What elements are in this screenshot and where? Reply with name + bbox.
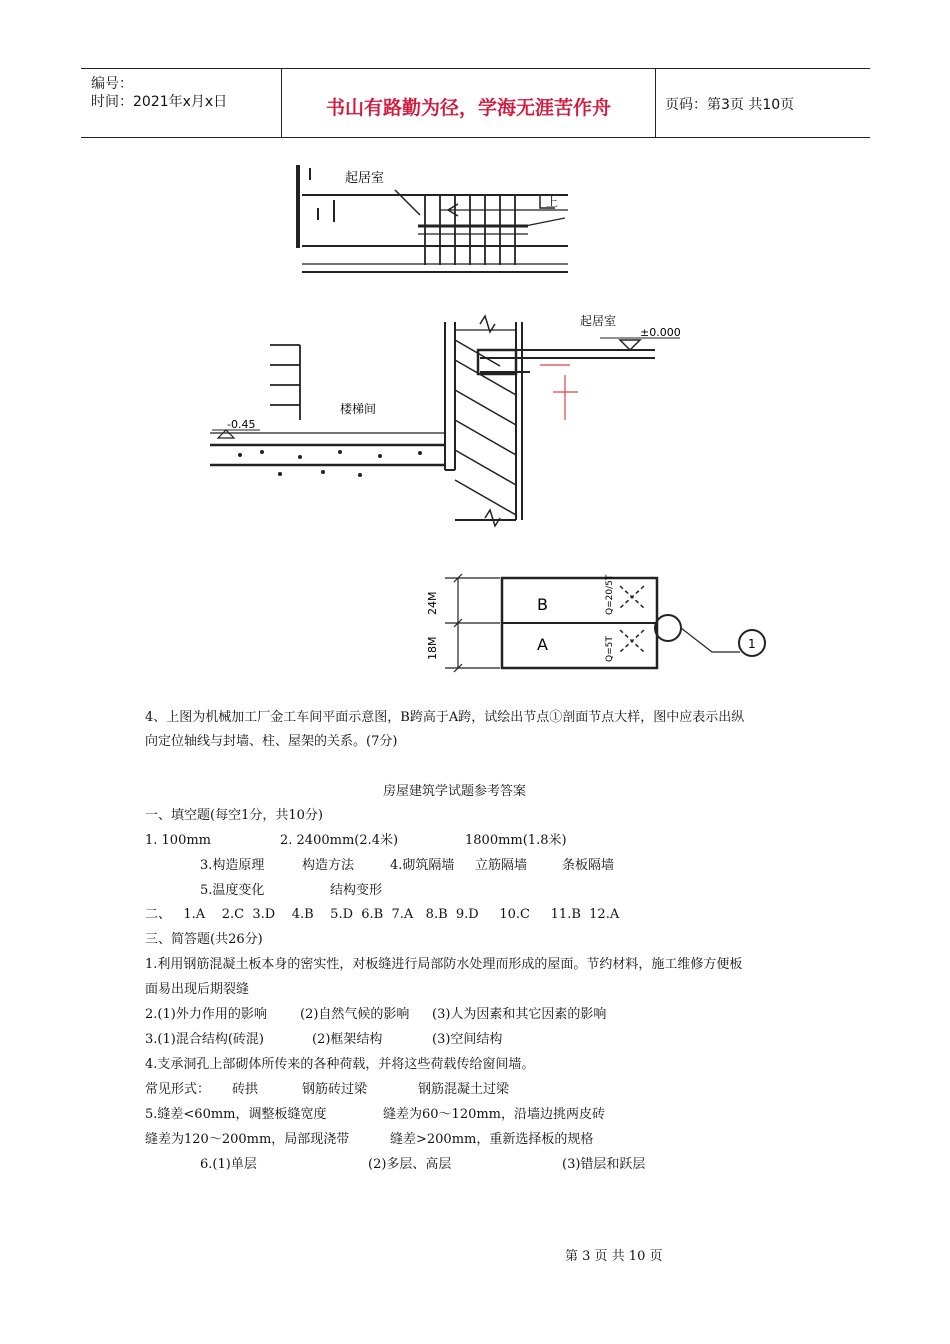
answer5-line1-a: 5.缝差<60mm，调整板缝宽度: [145, 1107, 327, 1122]
answer5-line2-b: 缝差>200mm，重新选择板的规格: [390, 1132, 594, 1147]
s1-row3-b: 结构变形: [330, 883, 383, 898]
question4-line2: 向定位轴线与封墙、柱、屋架的关系。(7分): [145, 734, 398, 749]
section2-answers: 二、 1.A 2.C 3.D 4.B 5.D 6.B 7.A 8.B 9.D 10.C 11.B 12.A: [145, 907, 620, 922]
label-level-minus: -0.45: [227, 418, 256, 431]
label-crane-b: Q=20/5T: [605, 574, 615, 615]
answer5-line1-b: 缝差为60～120mm，沿墙边挑两皮砖: [383, 1107, 606, 1122]
serial-label: 编号：: [91, 76, 133, 92]
page-footer: 第 3 页 共 10 页: [565, 1249, 663, 1264]
s1-row2-c: 4.砌筑隔墙: [390, 858, 455, 873]
label-living-room-mid: 起居室: [580, 314, 617, 328]
label-dim-top: 24M: [426, 591, 439, 615]
label-stairwell: 楼梯间: [340, 402, 377, 416]
label-living-room-top: 起居室: [345, 171, 385, 186]
s1-row1-a: 1. 100mm: [145, 833, 212, 848]
answer4-form3: 钢筋混凝土过梁: [418, 1082, 510, 1097]
answer2-b: (2)自然气候的影响: [300, 1007, 410, 1022]
label-up: 上: [546, 195, 559, 209]
s1-row2-e: 条板隔墙: [562, 858, 615, 873]
s1-row2-b: 构造方法: [302, 858, 355, 873]
answer4-line1: 4.支承洞孔上部砌体所传来的各种荷载，并将这些荷载传给窗间墙。: [145, 1057, 535, 1072]
label-level-zero: ±0.000: [640, 326, 681, 339]
s1-row3-a: 5.温度变化: [200, 883, 265, 898]
label-span-b: B: [537, 595, 548, 614]
s1-row2-a: 3.构造原理: [200, 858, 265, 873]
answer6-c: (3)错层和跃层: [562, 1157, 646, 1172]
answer3-b: (2)框架结构: [312, 1032, 383, 1047]
answer1-line1: 1.利用钢筋混凝土板本身的密实性，对板缝进行局部防水处理而形成的屋面。节约材料，施工维修方便板: [145, 957, 743, 972]
motto: 书山有路勤为径，学海无涯苦作舟: [325, 97, 611, 119]
answer4-label: 常见形式：: [145, 1082, 211, 1097]
answer6-a: 6.(1)单层: [200, 1157, 257, 1172]
label-span-a: A: [537, 635, 548, 654]
answer2-a: 2.(1)外力作用的影响: [145, 1007, 267, 1022]
answer5-line2-a: 缝差为120～200mm，局部现浇带: [145, 1132, 350, 1147]
answer2-c: (3)人为因素和其它因素的影响: [432, 1007, 607, 1022]
section1-heading: 一、填空题(每空1分，共10分): [145, 808, 323, 823]
label-node: 1: [748, 637, 756, 651]
answer4-form2: 钢筋砖过梁: [302, 1082, 368, 1097]
time-label: 时间：2021年x月x日: [91, 94, 228, 110]
s1-row1-c: 1800mm(1.8米): [465, 833, 567, 848]
page-info: 页码：第3页 共10页: [665, 97, 795, 113]
label-crane-a: Q=5T: [605, 636, 615, 662]
answer3-a: 3.(1)混合结构(砖混): [145, 1032, 264, 1047]
label-dim-bottom: 18M: [426, 636, 439, 660]
s1-row1-b: 2. 2400mm(2.4米): [280, 833, 399, 848]
section3-heading: 三、简答题(共26分): [145, 932, 263, 947]
answers-title: 房屋建筑学试题参考答案: [383, 784, 527, 799]
answer6-b: (2)多层、高层: [368, 1157, 452, 1172]
answer1-line2: 面易出现后期裂缝: [145, 982, 250, 997]
answer3-c: (3)空间结构: [432, 1032, 503, 1047]
s1-row2-d: 立筋隔墙: [475, 858, 528, 873]
answer4-form1: 砖拱: [232, 1082, 259, 1097]
question4-line1: 4、上图为机械加工厂金工车间平面示意图，B跨高于A跨，试绘出节点①剖面节点大样，图中应表示出纵: [145, 710, 745, 725]
